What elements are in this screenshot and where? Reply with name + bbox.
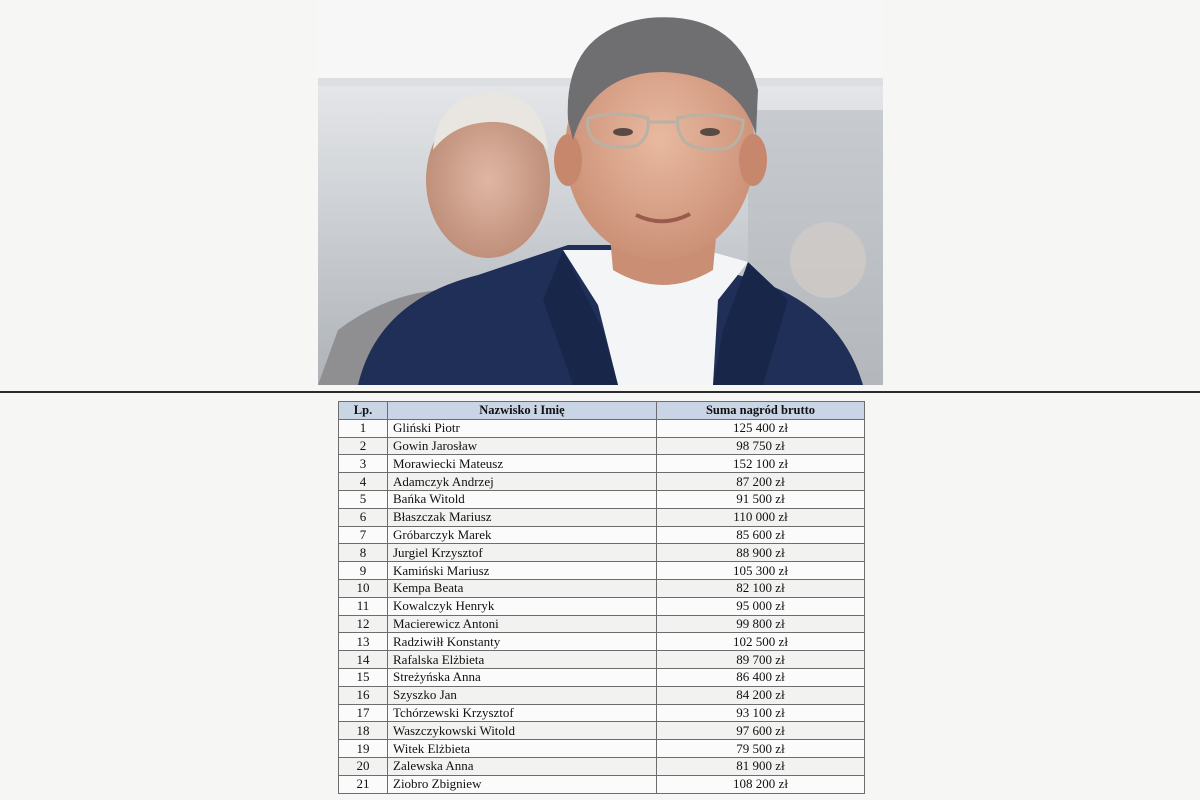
table-row	[339, 668, 865, 686]
cell-lp: 2	[339, 437, 388, 455]
cell-name: Kamiński Mariusz	[388, 562, 657, 580]
cell-lp: 19	[339, 740, 388, 758]
cell-sum: 99 800 zł	[657, 615, 865, 633]
table-row	[339, 651, 865, 669]
cell-lp: 13	[339, 633, 388, 651]
cell-lp: 21	[339, 775, 388, 793]
table-row	[339, 686, 865, 704]
cell-sum: 88 900 zł	[657, 544, 865, 562]
table-row	[339, 437, 865, 455]
cell-name: Tchórzewski Krzysztof	[388, 704, 657, 722]
table-row	[339, 490, 865, 508]
table-row	[339, 508, 865, 526]
cell-lp: 15	[339, 668, 388, 686]
cell-name: Adamczyk Andrzej	[388, 473, 657, 491]
table-row	[339, 722, 865, 740]
table-row	[339, 775, 865, 793]
cell-lp: 5	[339, 490, 388, 508]
cell-name: Zalewska Anna	[388, 757, 657, 775]
divider-line	[0, 391, 1200, 393]
cell-sum: 82 100 zł	[657, 579, 865, 597]
cell-name: Jurgiel Krzysztof	[388, 544, 657, 562]
header-lp: Lp.	[339, 402, 388, 420]
cell-lp: 16	[339, 686, 388, 704]
cell-name: Witek Elżbieta	[388, 740, 657, 758]
table-row	[339, 740, 865, 758]
cell-name: Streżyńska Anna	[388, 668, 657, 686]
cell-sum: 125 400 zł	[657, 419, 865, 437]
table-row	[339, 704, 865, 722]
cell-sum: 108 200 zł	[657, 775, 865, 793]
cell-sum: 105 300 zł	[657, 562, 865, 580]
cell-lp: 20	[339, 757, 388, 775]
cell-sum: 91 500 zł	[657, 490, 865, 508]
cell-lp: 14	[339, 651, 388, 669]
cell-name: Gliński Piotr	[388, 419, 657, 437]
table-row	[339, 544, 865, 562]
portrait-illustration	[318, 0, 883, 385]
table-row	[339, 526, 865, 544]
cell-lp: 8	[339, 544, 388, 562]
cell-name: Kempa Beata	[388, 579, 657, 597]
cell-sum: 110 000 zł	[657, 508, 865, 526]
cell-name: Waszczykowski Witold	[388, 722, 657, 740]
cell-lp: 6	[339, 508, 388, 526]
cell-lp: 1	[339, 419, 388, 437]
cell-name: Gróbarczyk Marek	[388, 526, 657, 544]
cell-name: Morawiecki Mateusz	[388, 455, 657, 473]
cell-lp: 18	[339, 722, 388, 740]
table-row	[339, 615, 865, 633]
table-row	[339, 455, 865, 473]
cell-sum: 89 700 zł	[657, 651, 865, 669]
cell-lp: 12	[339, 615, 388, 633]
cell-name: Szyszko Jan	[388, 686, 657, 704]
table-row	[339, 757, 865, 775]
table-row	[339, 473, 865, 491]
cell-name: Kowalczyk Henryk	[388, 597, 657, 615]
cell-name: Gowin Jarosław	[388, 437, 657, 455]
cell-lp: 7	[339, 526, 388, 544]
cell-sum: 81 900 zł	[657, 757, 865, 775]
cell-lp: 10	[339, 579, 388, 597]
table-row	[339, 579, 865, 597]
cell-sum: 102 500 zł	[657, 633, 865, 651]
cell-sum: 97 600 zł	[657, 722, 865, 740]
cell-sum: 86 400 zł	[657, 668, 865, 686]
cell-sum: 87 200 zł	[657, 473, 865, 491]
rewards-table-container	[338, 401, 865, 794]
table-row	[339, 419, 865, 437]
rewards-table	[338, 401, 865, 794]
cell-name: Radziwiłł Konstanty	[388, 633, 657, 651]
cell-sum: 152 100 zł	[657, 455, 865, 473]
table-row	[339, 562, 865, 580]
portrait-photo	[318, 0, 883, 385]
cell-name: Ziobro Zbigniew	[388, 775, 657, 793]
cell-sum: 85 600 zł	[657, 526, 865, 544]
cell-name: Macierewicz Antoni	[388, 615, 657, 633]
cell-sum: 95 000 zł	[657, 597, 865, 615]
cell-name: Bańka Witold	[388, 490, 657, 508]
cell-name: Błaszczak Mariusz	[388, 508, 657, 526]
cell-lp: 17	[339, 704, 388, 722]
cell-sum: 93 100 zł	[657, 704, 865, 722]
header-sum: Suma nagród brutto	[657, 402, 865, 420]
header-name: Nazwisko i Imię	[388, 402, 657, 420]
cell-sum: 84 200 zł	[657, 686, 865, 704]
cell-lp: 3	[339, 455, 388, 473]
table-header-row	[339, 402, 865, 420]
cell-lp: 4	[339, 473, 388, 491]
cell-lp: 9	[339, 562, 388, 580]
cell-sum: 79 500 zł	[657, 740, 865, 758]
table-row	[339, 597, 865, 615]
cell-name: Rafalska Elżbieta	[388, 651, 657, 669]
cell-sum: 98 750 zł	[657, 437, 865, 455]
cell-lp: 11	[339, 597, 388, 615]
table-row	[339, 633, 865, 651]
